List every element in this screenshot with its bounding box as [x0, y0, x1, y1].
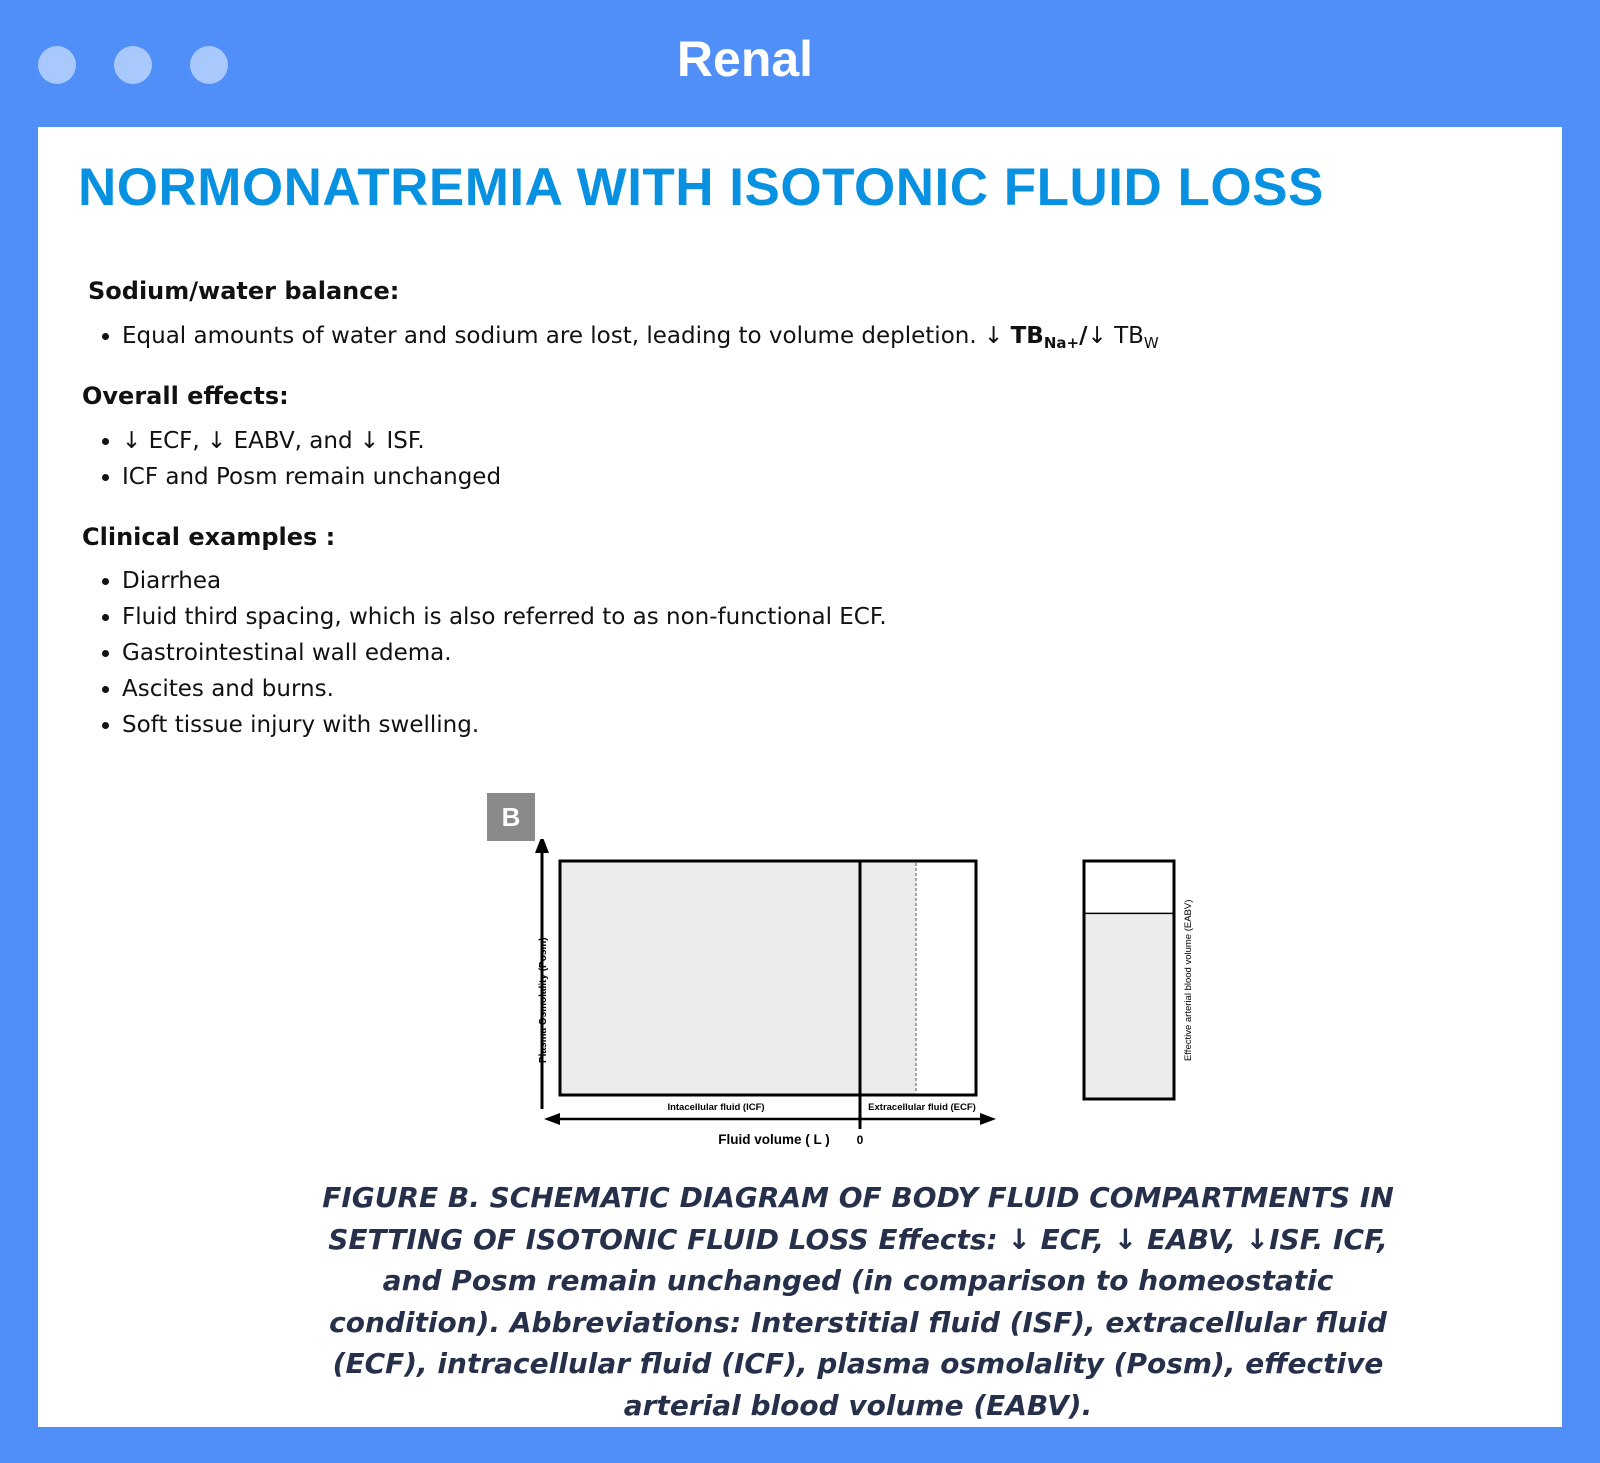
- isf-remaining: [860, 861, 916, 1095]
- list-item: Diarrhea: [82, 563, 887, 599]
- window-titlebar: [0, 0, 1600, 128]
- x-axis-arrowhead-right: [980, 1113, 996, 1125]
- down-arrow: ↓: [1087, 323, 1115, 349]
- x-axis-arrowhead-left: [544, 1113, 560, 1125]
- effects-list: [82, 423, 501, 495]
- tb-subscript: Na+: [1043, 334, 1080, 352]
- tb-subscript: W: [1143, 334, 1159, 352]
- down-arrow: ↓: [983, 323, 1011, 349]
- eabv-label: Effective arterial blood volume (EABV): [1183, 899, 1194, 1061]
- content-panel: [38, 127, 1562, 1427]
- list-item: [82, 318, 1159, 354]
- list-item: Gastrointestinal wall edema.: [82, 635, 887, 671]
- figure-caption: [308, 1177, 1408, 1426]
- page-title: NORMONATREMIA WITH ISOTONIC FLUID LOSS: [78, 158, 1324, 217]
- zero-label: 0: [856, 1133, 864, 1147]
- list-item: Fluid third spacing, which is also referred to as non-functional ECF.: [82, 599, 887, 635]
- list-item: ICF and Posm remain unchanged: [82, 459, 501, 495]
- slash: /: [1079, 323, 1088, 349]
- section-heading-clinical: Clinical examples :: [82, 523, 336, 551]
- icf-label: Intacellular fluid (ICF): [667, 1102, 765, 1113]
- list-item: Soft tissue injury with swelling.: [82, 707, 887, 743]
- section-heading-balance: Sodium/water balance:: [88, 277, 400, 305]
- caption-body: Effects: ↓ ECF, ↓ EABV, ↓ISF. ICF, and Posm remain unchanged (in comparison to homeostatic condition). Abbreviations: Interstitial fluid (ISF), extracellular fluid (ECF), intracellular fluid (ICF), plasma osmolality (Posm), effective arterial blood volume (EABV).: [329, 1222, 1388, 1422]
- list-item: ↓ ECF, ↓ EABV, and ↓ ISF.: [82, 423, 501, 459]
- y-axis-arrowhead: [535, 839, 549, 853]
- tb-label: TB: [1010, 323, 1044, 349]
- lost-volume: [916, 861, 976, 1095]
- figure-tag: B: [487, 793, 535, 841]
- fluid-compartment-diagram: [478, 839, 1198, 1169]
- icf-compartment: [560, 861, 860, 1095]
- y-axis-label: Plasma Osmolality (Posm): [538, 937, 549, 1063]
- tb-label: TB: [1114, 323, 1144, 349]
- x-axis-label: Fluid volume ( L ): [718, 1132, 830, 1147]
- balance-list: [82, 318, 1159, 354]
- clinical-list: [82, 563, 887, 743]
- window-title: Renal: [676, 31, 814, 87]
- list-item: Ascites and burns.: [82, 671, 887, 707]
- section-heading-effects: Overall effects:: [82, 382, 289, 410]
- caption-title: FIGURE B. SCHEMATIC DIAGRAM OF BODY FLUID COMPARTMENTS IN SETTING OF ISOTONIC FLUID LOSS: [322, 1181, 1394, 1256]
- tb-sodium: [1010, 323, 1088, 352]
- eabv-fill: [1084, 913, 1174, 1099]
- list-item-text: Equal amounts of water and sodium are lost, leading to volume depletion.: [122, 323, 984, 349]
- ecf-label: Extracellular fluid (ECF): [868, 1102, 976, 1113]
